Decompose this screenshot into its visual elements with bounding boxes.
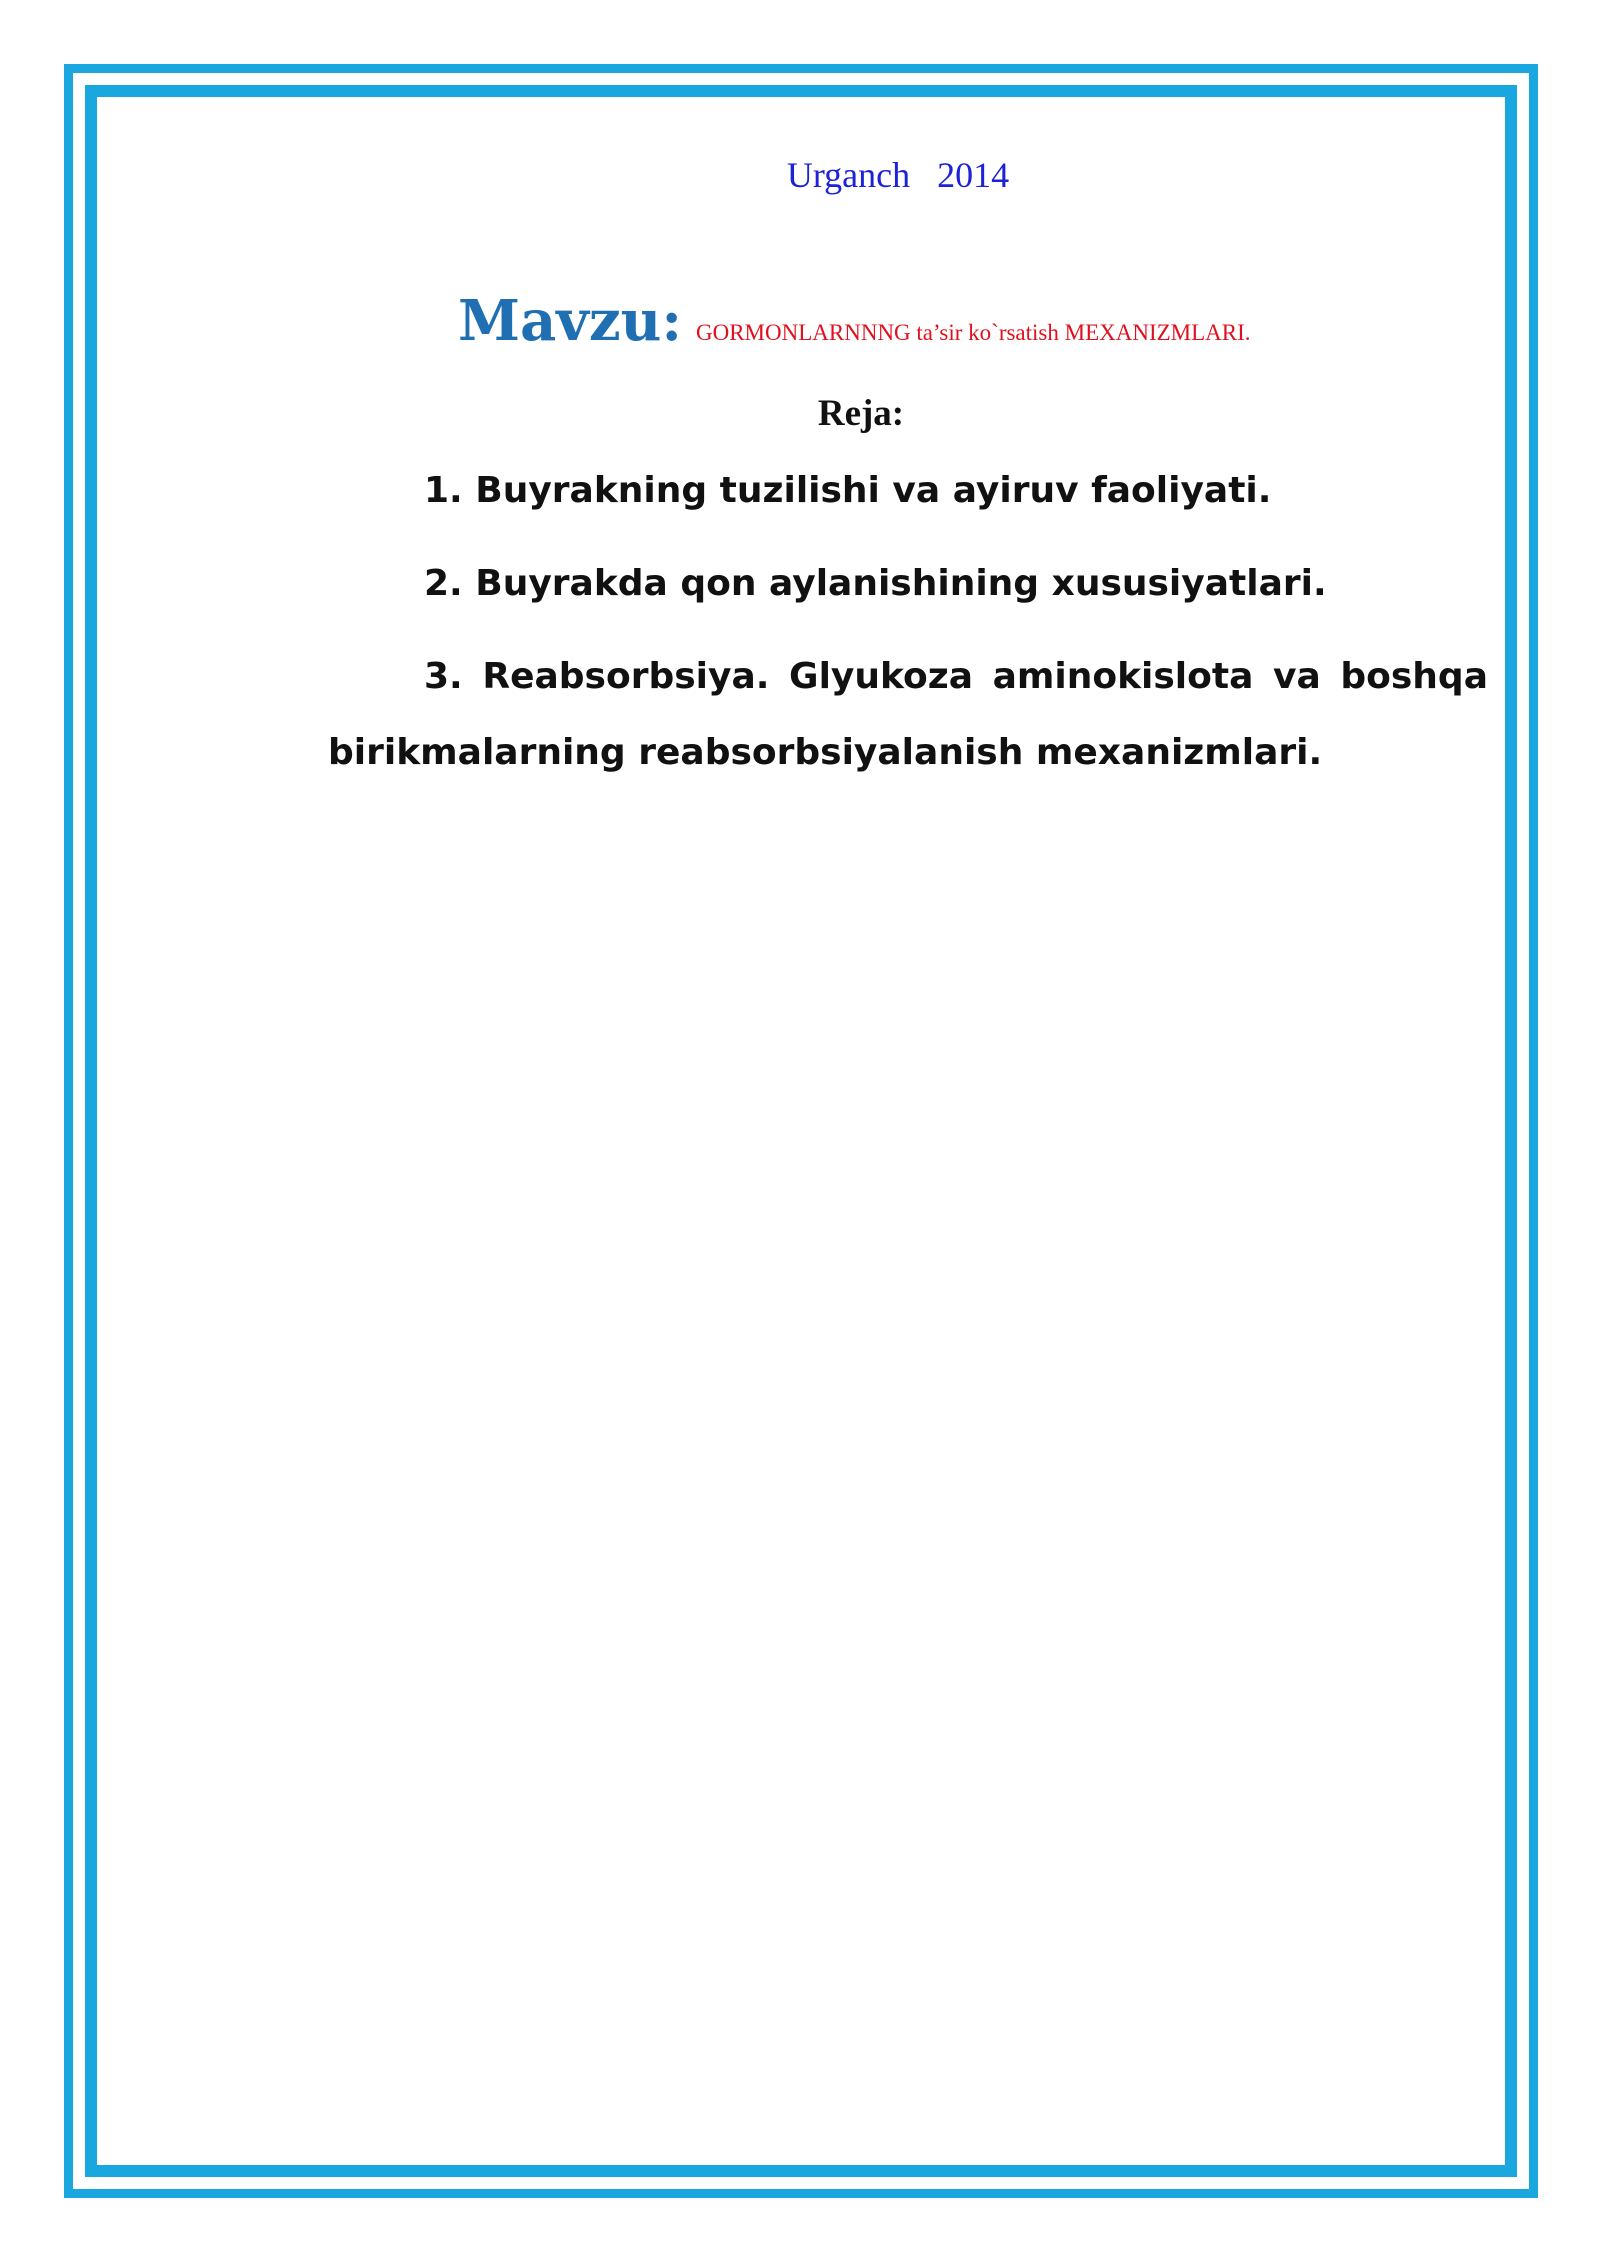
topic-line [458,288,1251,354]
city-name: Urganch [786,155,911,195]
plan-item-2: 2. Buyrakda qon aylanishining xususiyatlari. [424,563,1327,604]
plan-item-3-word: boshqa [1340,656,1488,697]
plan-item-3-line-2: birikmalarning reabsorbsiyalanish mexanizmlari. [328,732,1323,773]
topic-label: Mavzu: [458,288,682,354]
plan-item-1: 1. Buyrakning tuzilishi va ayiruv faoliyati. [424,470,1272,511]
city-year-line [0,154,1600,196]
year: 2014 [937,155,1010,195]
topic-text: GORMONLARNNNG ta’sir ko`rsatish MEXANIZMLARI. [696,320,1251,345]
plan-item-3-word: 3. [424,656,463,697]
plan-item-3-word: aminokislota [992,656,1254,697]
plan-item-3-word: va [1273,656,1321,697]
plan-item-3-word: Reabsorbsiya. [482,656,770,697]
plan-item-3-line-1 [424,656,1488,697]
plan-title: Reja: [817,393,905,434]
plan-item-3-word: Glyukoza [789,656,973,697]
